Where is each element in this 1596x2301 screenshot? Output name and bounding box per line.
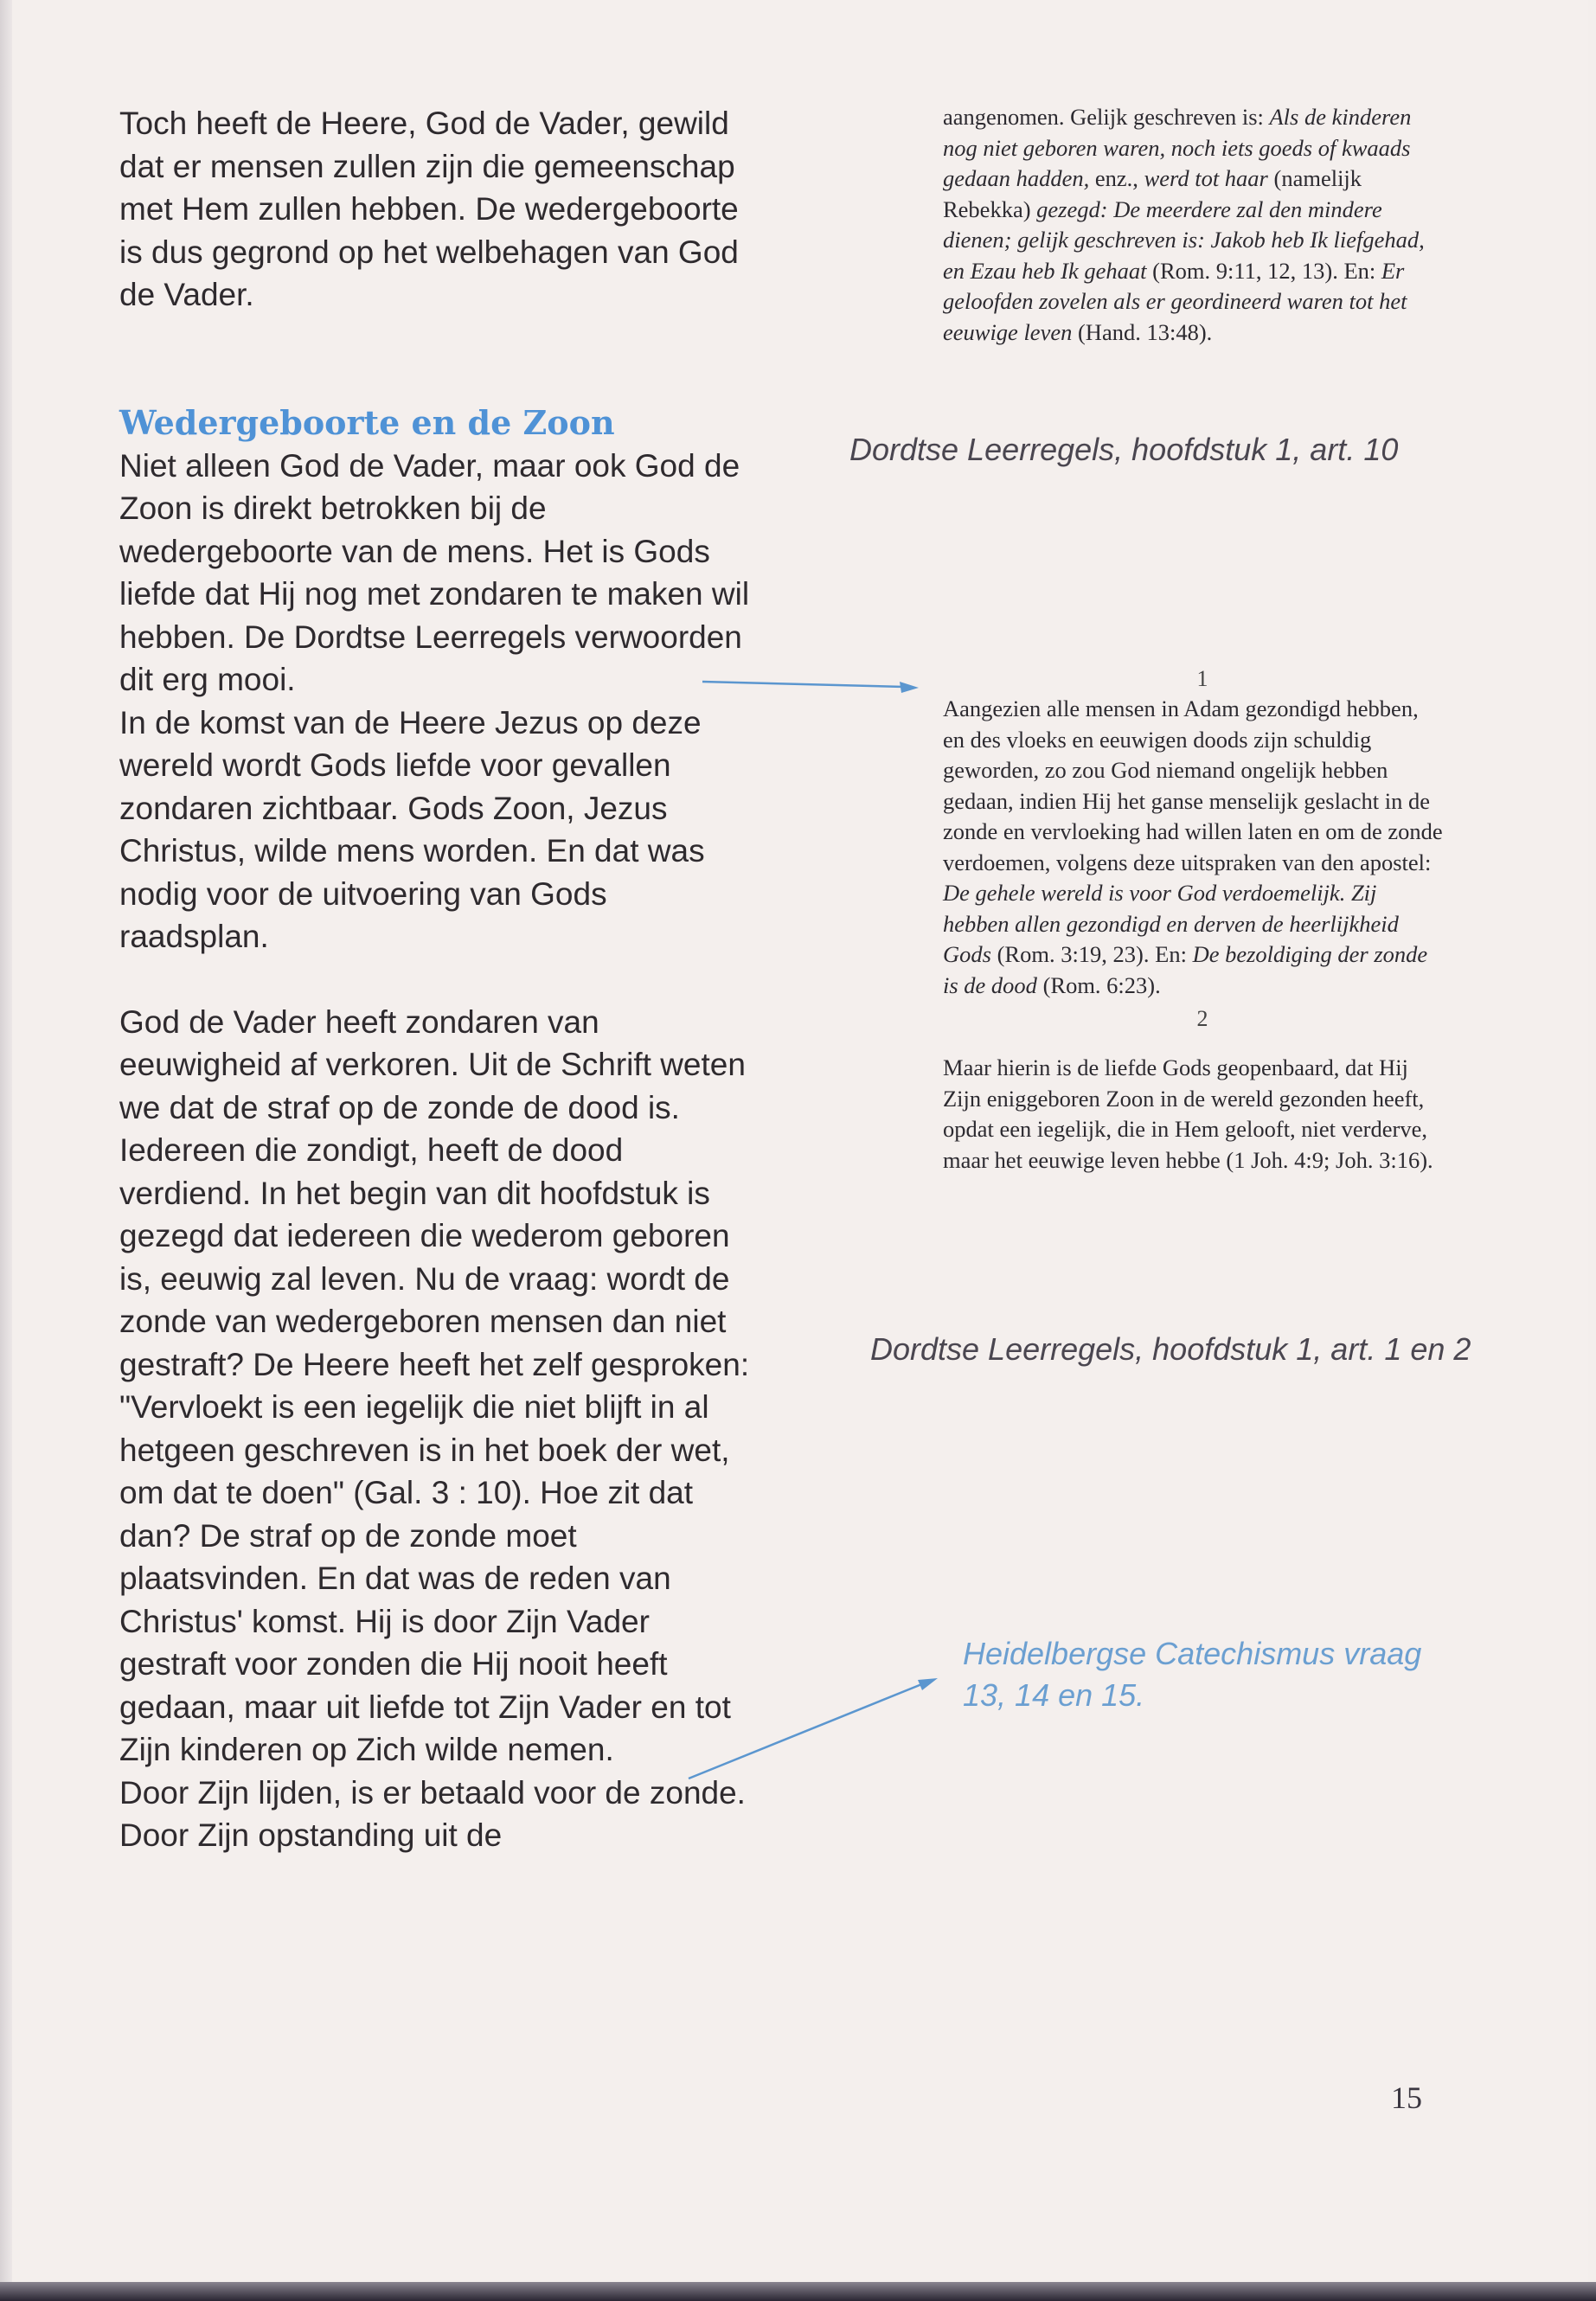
page-edge-bottom [0, 2282, 1596, 2301]
body-paragraph-3: God de Vader heeft zondaren van eeuwigheid af verkoren. Uit de Schrift weten we dat de straf op de zonde de dood is. Iedereen die zondigt, heeft de dood verdiend. In het begin van dit hoofdstuk is gezegd dat iedereen die wederom geboren is, eeuwig zal leven. Nu de vraag: wordt de zonde van wedergeboren mensen dan niet gestraft? De Heere heeft het zelf gesproken: "Vervloekt is een iegelijk die niet blijft in al hetgeen geschreven is in het boek der wet, om dat te doen" (Gal. 3 : 10). Hoe zit dat dan? De straf op de zonde moet plaatsvinden. En dat was de reden van Christus' komst. Hij is door Zijn Vader gestraft voor zonden die Hij nooit heeft gedaan, maar uit liefde tot Zijn Vader en tot Zijn kinderen op Zich wilde nemen. [119, 1003, 750, 1767]
page-number: 15 [1391, 2080, 1422, 2115]
article-numeral-2: 2 [1196, 1006, 1208, 1031]
section-heading: Wedergeboorte en de Zoon [119, 402, 615, 442]
quote-article-1: Aangezien alle mensen in Adam gezondigd hebben, en des vloeks en eeuwigen doods zijn schuldig geworden, zo zou God niemand ongelijk hebben gedaan, indien Hij het ganse menselijk geslacht in de zonde en vervloeking had willen laten en om de zonde verdoemen, volgens deze uitspraken van den apostel: De gehele wereld is voor God verdoemelijk. Zij hebben allen gezondigd en derven de heerlijkheid Gods (Rom. 3:19, 23). En: De bezoldiging der zonde is de dood (Rom. 6:23). [943, 695, 1443, 998]
arrow-to-catechismus [689, 1678, 938, 1779]
intro-paragraph: Toch heeft de Heere, God de Vader, gewild dat er mensen zullen zijn die gemeenschap met Hem zullen hebben. De wedergeboorte is dus gegrond op het welbehagen van God de Vader. [119, 106, 739, 312]
quote-text: aangenomen. Gelijk geschreven is: Als de kinderen nog niet geboren waren, noch iets goeds of kwaads gedaan hadden, enz., werd tot haar (namelijk Rebekka) gezegd: De meerdere zal den mindere dienen; gelijk geschreven is: Jakob heb Ik liefgehad, en Ezau heb Ik gehaat (Rom. 9:11, 12, 13). En: Er geloofden zovelen als er geordineerd waren tot het eeuwige leven (Hand. 13:48). [943, 104, 1425, 345]
body-paragraph-4: Door Zijn lijden, is er betaald voor de zonde. Door Zijn opstanding uit de [119, 1774, 746, 1853]
source-heidelbergse-catechismus: Heidelbergse Catechismus vraag 13, 14 en 15. [963, 1636, 1422, 1713]
arrow-to-quote-1 [702, 682, 919, 693]
article-numeral-1: 1 [1196, 666, 1208, 691]
body-paragraph-2: In de komst van de Heere Jezus op deze wereld wordt Gods liefde voor gevallen zondaren zichtbaar. Gods Zoon, Jezus Christus, wilde mens worden. En dat was nodig voor de uitvoering van Gods raadsplan. [119, 704, 705, 954]
body-paragraph-1: Niet alleen God de Vader, maar ook God de Zoon is direkt betrokken bij de wedergeboorte van de mens. Het is Gods liefde dat Hij nog met zondaren te maken wil hebben. De Dordtse Leerregels verwoorden dit erg mooi. [119, 447, 750, 697]
source-dordtse-art-1-2: Dordtse Leerregels, hoofdstuk 1, art. 1 en 2 [870, 1331, 1471, 1367]
quote-article-2: Maar hierin is de liefde Gods geopenbaard, dat Hij Zijn eniggeboren Zoon in de wereld gezonden heeft, opdat een iegelijk, die in Hem gelooft, niet verderve, maar het eeuwige leven hebbe (1 Joh. 4:9; Joh. 3:16). [943, 1054, 1433, 1173]
source-dordtse-art-10: Dordtse Leerregels, hoofdstuk 1, art. 10 [849, 432, 1399, 467]
